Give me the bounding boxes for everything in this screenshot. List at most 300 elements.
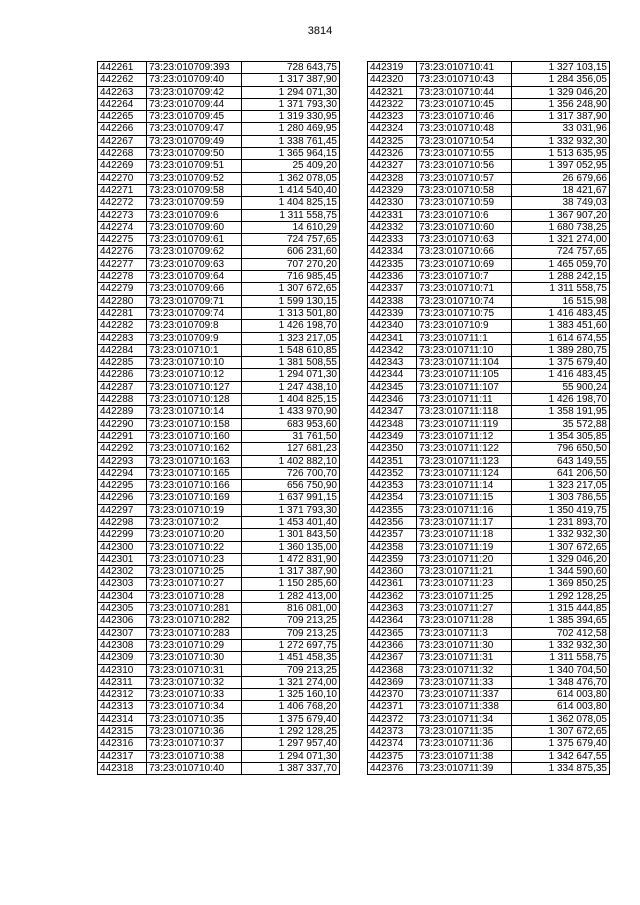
cadastral-value: 1 375 679,40: [242, 713, 340, 725]
table-row: [98, 701, 340, 713]
table-row: [368, 234, 610, 246]
row-number: 442309: [98, 652, 147, 664]
row-number: 442364: [368, 615, 417, 627]
table-row: [98, 357, 340, 369]
row-number: 442344: [368, 369, 417, 381]
cadastral-number: 73:23:010710:36: [147, 726, 242, 738]
cadastral-value: 1 292 128,25: [512, 590, 610, 602]
table-row: [98, 160, 340, 172]
table-row: [98, 750, 340, 762]
cadastral-value: 55 900,24: [512, 381, 610, 393]
cadastral-number: 73:23:010710:160: [147, 430, 242, 442]
table-row: [368, 639, 610, 651]
cadastral-value: 25 409,20: [242, 160, 340, 172]
cadastral-value: 38 749,03: [512, 197, 610, 209]
cadastral-value: 1 354 305,85: [512, 430, 610, 442]
cadastral-number: 73:23:010711:14: [417, 480, 512, 492]
cadastral-number: 73:23:010710:44: [417, 86, 512, 98]
row-number: 442360: [368, 566, 417, 578]
cadastral-number: 73:23:010710:128: [147, 394, 242, 406]
row-number: 442318: [98, 762, 147, 774]
row-number: 442281: [98, 307, 147, 319]
cadastral-number: 73:23:010710:23: [147, 553, 242, 565]
table-row: [368, 62, 610, 74]
cadastral-value: 1 416 483,45: [512, 369, 610, 381]
cadastral-number: 73:23:010711:33: [417, 676, 512, 688]
table-row: [368, 676, 610, 688]
row-number: 442319: [368, 62, 417, 74]
cadastral-value: 1 356 248,90: [512, 98, 610, 110]
cadastral-number: 73:23:010710:30: [147, 652, 242, 664]
row-number: 442365: [368, 627, 417, 639]
cadastral-value: 1 323 217,05: [242, 332, 340, 344]
row-number: 442307: [98, 627, 147, 639]
row-number: 442290: [98, 418, 147, 430]
cadastral-number: 73:23:010710:29: [147, 639, 242, 651]
cadastral-value: 1 404 825,15: [242, 394, 340, 406]
row-number: 442271: [98, 184, 147, 196]
cadastral-number: 73:23:010709:44: [147, 98, 242, 110]
row-number: 442373: [368, 726, 417, 738]
cadastral-value: 614 003,80: [512, 701, 610, 713]
table-row: [368, 320, 610, 332]
cadastral-number: 73:23:010710:54: [417, 135, 512, 147]
cadastral-number: 73:23:010711:23: [417, 578, 512, 590]
cadastral-number: 73:23:010710:281: [147, 603, 242, 615]
row-number: 442327: [368, 160, 417, 172]
table-row: [98, 762, 340, 774]
table-row: [98, 381, 340, 393]
cadastral-number: 73:23:010711:38: [417, 750, 512, 762]
cadastral-value: 641 206,50: [512, 467, 610, 479]
cadastral-value: 1 367 907,20: [512, 209, 610, 221]
row-number: 442332: [368, 221, 417, 233]
table-row: [368, 406, 610, 418]
cadastral-value: 1 311 558,75: [512, 283, 610, 295]
row-number: 442357: [368, 529, 417, 541]
row-number: 442284: [98, 344, 147, 356]
cadastral-value: 724 757,65: [242, 234, 340, 246]
row-number: 442341: [368, 332, 417, 344]
table-row: [98, 320, 340, 332]
table-row: [98, 504, 340, 516]
row-number: 442362: [368, 590, 417, 602]
table-row: [98, 271, 340, 283]
cadastral-number: 73:23:010710:7: [417, 271, 512, 283]
table-row: [368, 209, 610, 221]
cadastral-value: 716 985,45: [242, 271, 340, 283]
cadastral-value: 1 284 356,05: [512, 74, 610, 86]
table-row: [368, 123, 610, 135]
row-number: 442335: [368, 258, 417, 270]
row-number: 442298: [98, 516, 147, 528]
cadastral-number: 73:23:010710:158: [147, 418, 242, 430]
cadastral-value: 643 149,55: [512, 455, 610, 467]
row-number: 442321: [368, 86, 417, 98]
table-row: [98, 406, 340, 418]
cadastral-value: 1 317 387,90: [242, 74, 340, 86]
cadastral-number: 73:23:010711:30: [417, 639, 512, 651]
cadastral-value: 1 433 970,90: [242, 406, 340, 418]
cadastral-value: 1 375 679,40: [512, 357, 610, 369]
table-row: [98, 123, 340, 135]
table-row: [98, 664, 340, 676]
row-number: 442312: [98, 689, 147, 701]
cadastral-number: 73:23:010709:49: [147, 135, 242, 147]
row-number: 442287: [98, 381, 147, 393]
cadastral-number: 73:23:010710:22: [147, 541, 242, 553]
cadastral-number: 73:23:010710:58: [417, 184, 512, 196]
table-row: [98, 197, 340, 209]
table-row: [98, 726, 340, 738]
cadastral-number: 73:23:010711:16: [417, 504, 512, 516]
cadastral-value: 1 319 330,95: [242, 111, 340, 123]
cadastral-value: 1 680 738,25: [512, 221, 610, 233]
cadastral-number: 73:23:010710:32: [147, 676, 242, 688]
cadastral-number: 73:23:010711:15: [417, 492, 512, 504]
cadastral-value: 1 282 413,00: [242, 590, 340, 602]
cadastral-value: 816 081,00: [242, 603, 340, 615]
row-number: 442264: [98, 98, 147, 110]
table-row: [368, 295, 610, 307]
cadastral-value: 1 301 843,50: [242, 529, 340, 541]
table-row: [368, 504, 610, 516]
cadastral-number: 73:23:010709:40: [147, 74, 242, 86]
cadastral-number: 73:23:010711:122: [417, 443, 512, 455]
cadastral-number: 73:23:010709:58: [147, 184, 242, 196]
row-number: 442289: [98, 406, 147, 418]
cadastral-number: 73:23:010711:118: [417, 406, 512, 418]
cadastral-value: 1 362 078,05: [512, 713, 610, 725]
row-number: 442316: [98, 738, 147, 750]
cadastral-value: 1 426 198,70: [242, 320, 340, 332]
cadastral-value: 1 360 135,00: [242, 541, 340, 553]
table-row: [98, 652, 340, 664]
row-number: 442328: [368, 172, 417, 184]
cadastral-value: 707 270,20: [242, 258, 340, 270]
table-row: [368, 344, 610, 356]
cadastral-value: 1 404 825,15: [242, 197, 340, 209]
cadastral-number: 73:23:010710:25: [147, 566, 242, 578]
row-number: 442320: [368, 74, 417, 86]
table-row: [368, 467, 610, 479]
row-number: 442266: [98, 123, 147, 135]
cadastral-value: 1 375 679,40: [512, 738, 610, 750]
cadastral-value: 1 342 647,55: [512, 750, 610, 762]
cadastral-number: 73:23:010711:11: [417, 394, 512, 406]
cadastral-number: 73:23:010710:14: [147, 406, 242, 418]
cadastral-number: 73:23:010710:45: [417, 98, 512, 110]
row-number: 442280: [98, 295, 147, 307]
row-number: 442306: [98, 615, 147, 627]
table-row: [368, 172, 610, 184]
row-number: 442363: [368, 603, 417, 615]
row-number: 442367: [368, 652, 417, 664]
cadastral-value: 1 323 217,05: [512, 480, 610, 492]
cadastral-value: 606 231,60: [242, 246, 340, 258]
cadastral-value: 1 280 469,95: [242, 123, 340, 135]
table-row: [368, 541, 610, 553]
cadastral-number: 73:23:010710:35: [147, 713, 242, 725]
table-row: [368, 74, 610, 86]
cadastral-number: 73:23:010711:36: [417, 738, 512, 750]
table-row: [368, 553, 610, 565]
table-row: [368, 455, 610, 467]
cadastral-number: 73:23:010711:17: [417, 516, 512, 528]
cadastral-value: 1 389 280,75: [512, 344, 610, 356]
cadastral-value: 1 453 401,40: [242, 516, 340, 528]
cadastral-number: 73:23:010711:337: [417, 689, 512, 701]
cadastral-number: 73:23:010710:283: [147, 627, 242, 639]
cadastral-number: 73:23:010710:66: [417, 246, 512, 258]
row-number: 442270: [98, 172, 147, 184]
cadastral-table-left: [97, 61, 340, 775]
cadastral-value: 1 332 932,30: [512, 639, 610, 651]
cadastral-value: 1 385 394,65: [512, 615, 610, 627]
cadastral-value: 1 365 964,15: [242, 148, 340, 160]
row-number: 442366: [368, 639, 417, 651]
table-row: [98, 295, 340, 307]
table-row: [368, 381, 610, 393]
row-number: 442326: [368, 148, 417, 160]
cadastral-value: 35 572,88: [512, 418, 610, 430]
cadastral-value: 1 465 059,70: [512, 258, 610, 270]
table-row: [368, 492, 610, 504]
row-number: 442375: [368, 750, 417, 762]
cadastral-value: 1 358 191,95: [512, 406, 610, 418]
table-row: [98, 639, 340, 651]
cadastral-number: 73:23:010709:61: [147, 234, 242, 246]
cadastral-table-right: [367, 61, 610, 775]
table-row: [98, 455, 340, 467]
row-number: 442269: [98, 160, 147, 172]
cadastral-value: 1 406 768,20: [242, 701, 340, 713]
cadastral-value: 1 451 458,35: [242, 652, 340, 664]
row-number: 442331: [368, 209, 417, 221]
cadastral-number: 73:23:010710:127: [147, 381, 242, 393]
cadastral-value: 1 311 558,75: [512, 652, 610, 664]
row-number: 442323: [368, 111, 417, 123]
row-number: 442305: [98, 603, 147, 615]
cadastral-number: 73:23:010709:393: [147, 62, 242, 74]
cadastral-number: 73:23:010710:6: [417, 209, 512, 221]
cadastral-number: 73:23:010709:51: [147, 160, 242, 172]
cadastral-number: 73:23:010709:71: [147, 295, 242, 307]
page-number: 3814: [307, 25, 333, 37]
cadastral-value: 1 383 451,60: [512, 320, 610, 332]
table-row: [368, 750, 610, 762]
cadastral-value: 1 311 558,75: [242, 209, 340, 221]
row-number: 442301: [98, 553, 147, 565]
table-row: [98, 221, 340, 233]
cadastral-value: 127 681,23: [242, 443, 340, 455]
row-number: 442355: [368, 504, 417, 516]
cadastral-number: 73:23:010710:38: [147, 750, 242, 762]
cadastral-number: 73:23:010710:166: [147, 480, 242, 492]
cadastral-value: 1 321 274,00: [242, 676, 340, 688]
row-number: 442322: [368, 98, 417, 110]
row-number: 442345: [368, 381, 417, 393]
cadastral-value: 1 472 831,90: [242, 553, 340, 565]
row-number: 442303: [98, 578, 147, 590]
cadastral-number: 73:23:010710:31: [147, 664, 242, 676]
cadastral-value: 1 332 932,30: [512, 529, 610, 541]
table-row: [368, 369, 610, 381]
table-row: [98, 590, 340, 602]
table-row: [98, 627, 340, 639]
row-number: 442350: [368, 443, 417, 455]
row-number: 442337: [368, 283, 417, 295]
cadastral-value: 1 150 285,60: [242, 578, 340, 590]
table-row: [98, 148, 340, 160]
table-row: [98, 98, 340, 110]
cadastral-number: 73:23:010709:50: [147, 148, 242, 160]
row-number: 442334: [368, 246, 417, 258]
row-number: 442371: [368, 701, 417, 713]
cadastral-value: 1 371 793,30: [242, 98, 340, 110]
row-number: 442361: [368, 578, 417, 590]
cadastral-number: 73:23:010710:165: [147, 467, 242, 479]
cadastral-number: 73:23:010711:119: [417, 418, 512, 430]
cadastral-value: 1 637 991,15: [242, 492, 340, 504]
row-number: 442262: [98, 74, 147, 86]
cadastral-value: 728 643,75: [242, 62, 340, 74]
row-number: 442354: [368, 492, 417, 504]
cadastral-value: 1 387 337,70: [242, 762, 340, 774]
table-row: [98, 516, 340, 528]
table-row: [98, 566, 340, 578]
cadastral-value: 709 213,25: [242, 615, 340, 627]
cadastral-number: 73:23:010711:18: [417, 529, 512, 541]
row-number: 442372: [368, 713, 417, 725]
cadastral-number: 73:23:010711:123: [417, 455, 512, 467]
row-number: 442369: [368, 676, 417, 688]
table-row: [98, 283, 340, 295]
row-number: 442295: [98, 480, 147, 492]
table-row: [98, 467, 340, 479]
table-row: [368, 148, 610, 160]
table-row: [368, 726, 610, 738]
row-number: 442261: [98, 62, 147, 74]
table-row: [368, 418, 610, 430]
cadastral-number: 73:23:010710:37: [147, 738, 242, 750]
row-number: 442292: [98, 443, 147, 455]
cadastral-value: 724 757,65: [512, 246, 610, 258]
row-number: 442286: [98, 369, 147, 381]
table-row: [368, 246, 610, 258]
table-row: [98, 689, 340, 701]
cadastral-value: 1 294 071,30: [242, 750, 340, 762]
row-number: 442347: [368, 406, 417, 418]
cadastral-number: 73:23:010710:9: [417, 320, 512, 332]
row-number: 442310: [98, 664, 147, 676]
row-number: 442352: [368, 467, 417, 479]
table-row: [368, 357, 610, 369]
cadastral-number: 73:23:010710:20: [147, 529, 242, 541]
table-row: [368, 664, 610, 676]
cadastral-number: 73:23:010709:59: [147, 197, 242, 209]
row-number: 442279: [98, 283, 147, 295]
table-row: [98, 541, 340, 553]
row-number: 442265: [98, 111, 147, 123]
row-number: 442359: [368, 553, 417, 565]
table-row: [368, 258, 610, 270]
row-number: 442356: [368, 516, 417, 528]
table-row: [98, 369, 340, 381]
cadastral-value: 1 247 438,10: [242, 381, 340, 393]
row-number: 442285: [98, 357, 147, 369]
cadastral-number: 73:23:010709:8: [147, 320, 242, 332]
cadastral-number: 73:23:010710:28: [147, 590, 242, 602]
table-row: [98, 394, 340, 406]
cadastral-value: 709 213,25: [242, 627, 340, 639]
cadastral-number: 73:23:010710:27: [147, 578, 242, 590]
cadastral-value: 709 213,25: [242, 664, 340, 676]
row-number: 442275: [98, 234, 147, 246]
table-row: [98, 713, 340, 725]
row-number: 442336: [368, 271, 417, 283]
cadastral-number: 73:23:010710:48: [417, 123, 512, 135]
table-row: [368, 283, 610, 295]
cadastral-value: 1 307 672,65: [512, 541, 610, 553]
table-row: [368, 86, 610, 98]
cadastral-value: 1 329 046,20: [512, 553, 610, 565]
cadastral-number: 73:23:010710:1: [147, 344, 242, 356]
table-row: [368, 307, 610, 319]
cadastral-number: 73:23:010710:33: [147, 689, 242, 701]
row-number: 442268: [98, 148, 147, 160]
table-row: [368, 430, 610, 442]
table-row: [368, 713, 610, 725]
row-number: 442315: [98, 726, 147, 738]
cadastral-value: 16 515,98: [512, 295, 610, 307]
table-row: [98, 344, 340, 356]
row-number: 442325: [368, 135, 417, 147]
row-number: 442370: [368, 689, 417, 701]
table-row: [368, 271, 610, 283]
cadastral-number: 73:23:010710:55: [417, 148, 512, 160]
cadastral-number: 73:23:010710:2: [147, 516, 242, 528]
table-row: [98, 135, 340, 147]
row-number: 442343: [368, 357, 417, 369]
row-number: 442288: [98, 394, 147, 406]
row-number: 442277: [98, 258, 147, 270]
cadastral-value: 1 321 274,00: [512, 234, 610, 246]
table-row: [98, 480, 340, 492]
row-number: 442293: [98, 455, 147, 467]
cadastral-value: 1 231 893,70: [512, 516, 610, 528]
table-row: [368, 689, 610, 701]
cadastral-value: 31 761,50: [242, 430, 340, 442]
cadastral-value: 1 371 793,30: [242, 504, 340, 516]
table-row: [98, 246, 340, 258]
row-number: 442294: [98, 467, 147, 479]
table-row: [98, 172, 340, 184]
row-number: 442358: [368, 541, 417, 553]
table-row: [368, 590, 610, 602]
table-row: [368, 701, 610, 713]
table-row: [368, 529, 610, 541]
cadastral-value: 1 402 882,10: [242, 455, 340, 467]
table-row: [98, 332, 340, 344]
table-row: [368, 394, 610, 406]
row-number: 442300: [98, 541, 147, 553]
cadastral-number: 73:23:010711:3: [417, 627, 512, 639]
cadastral-value: 1 348 476,70: [512, 676, 610, 688]
row-number: 442282: [98, 320, 147, 332]
table-row: [98, 529, 340, 541]
table-row: [368, 627, 610, 639]
